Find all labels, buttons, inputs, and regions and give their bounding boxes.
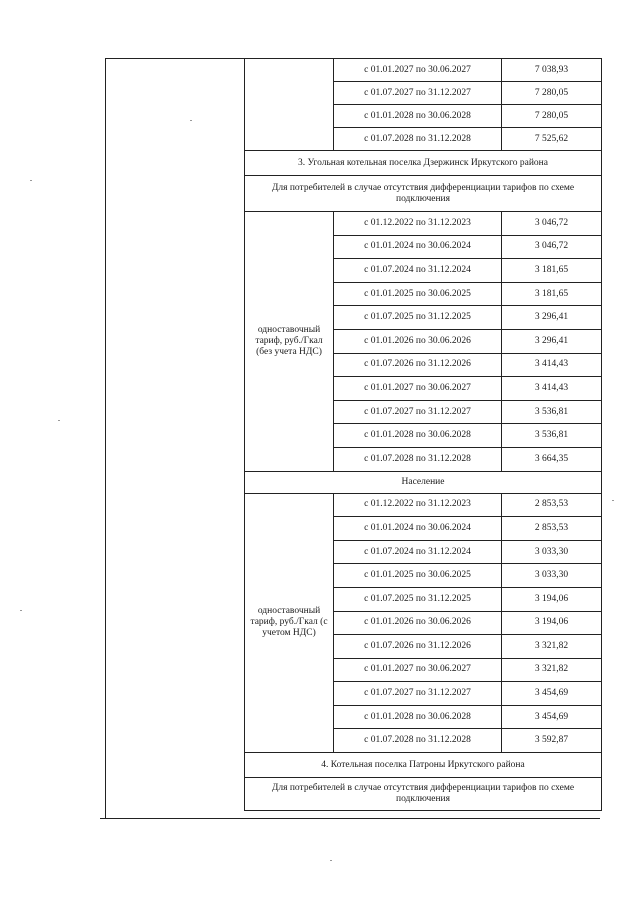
value-cell: 3 181,65 bbox=[502, 259, 602, 283]
period-cell: с 01.07.2027 по 31.12.2027 bbox=[334, 82, 502, 105]
value-cell: 3 321,82 bbox=[502, 635, 602, 659]
period-cell: с 01.07.2028 по 31.12.2028 bbox=[334, 447, 502, 471]
period-cell: с 01.01.2027 по 30.06.2027 bbox=[334, 59, 502, 82]
population-heading: Население bbox=[245, 471, 602, 493]
value-cell: 3 536,81 bbox=[502, 424, 602, 448]
top-left-border bbox=[105, 58, 245, 59]
period-cell: с 01.01.2026 по 30.06.2026 bbox=[334, 611, 502, 635]
value-cell: 3 454,69 bbox=[502, 705, 602, 729]
period-cell: с 01.01.2025 по 30.06.2025 bbox=[334, 282, 502, 306]
value-cell: 3 296,41 bbox=[502, 306, 602, 330]
period-cell: с 01.01.2028 по 30.06.2028 bbox=[334, 424, 502, 448]
scan-speck bbox=[612, 500, 614, 501]
period-cell: с 01.01.2024 по 30.06.2024 bbox=[334, 517, 502, 541]
bottom-border bbox=[100, 818, 600, 819]
period-cell: с 01.01.2028 по 30.06.2028 bbox=[334, 105, 502, 128]
period-cell: с 01.07.2027 по 31.12.2027 bbox=[334, 682, 502, 706]
section4-title: 4. Котельная поселка Патроны Иркутского района bbox=[245, 753, 602, 778]
tariff-group-label: одноставочный тариф, руб./Гкал (без учета НДС) bbox=[245, 212, 334, 472]
period-cell: с 01.07.2026 по 31.12.2026 bbox=[334, 635, 502, 659]
value-cell: 7 280,05 bbox=[502, 105, 602, 128]
value-cell: 3 414,43 bbox=[502, 353, 602, 377]
scan-speck bbox=[58, 420, 60, 421]
period-cell: с 01.01.2028 по 30.06.2028 bbox=[334, 705, 502, 729]
population-heading-row bbox=[245, 471, 602, 493]
value-cell: 2 853,53 bbox=[502, 493, 602, 517]
section4-subtitle: Для потребителей в случае отсутствия дифференциации тарифов по схеме подключения bbox=[245, 778, 602, 811]
value-cell: 3 046,72 bbox=[502, 212, 602, 236]
scan-speck bbox=[190, 120, 192, 121]
value-cell: 3 592,87 bbox=[502, 729, 602, 753]
period-cell: с 01.01.2025 по 30.06.2025 bbox=[334, 564, 502, 588]
section3-title: 3. Угольная котельная поселка Дзержинск Иркутского района bbox=[245, 151, 602, 176]
section-subtitle-row bbox=[245, 778, 602, 811]
section-title-row bbox=[245, 753, 602, 778]
value-cell: 3 181,65 bbox=[502, 282, 602, 306]
value-cell: 7 280,05 bbox=[502, 82, 602, 105]
table-row bbox=[245, 212, 602, 236]
tariff-group-label: одноставочный тариф, руб./Гкал (с учетом НДС) bbox=[245, 493, 334, 753]
value-cell: 3 033,30 bbox=[502, 564, 602, 588]
scan-speck bbox=[20, 610, 22, 611]
scan-speck bbox=[30, 180, 32, 181]
value-cell: 3 414,43 bbox=[502, 377, 602, 401]
period-cell: с 01.01.2024 по 30.06.2024 bbox=[334, 235, 502, 259]
period-cell: с 01.12.2022 по 31.12.2023 bbox=[334, 212, 502, 236]
section3-subtitle: Для потребителей в случае отсутствия дифференциации тарифов по схеме подключения bbox=[245, 176, 602, 212]
value-cell: 3 046,72 bbox=[502, 235, 602, 259]
period-cell: с 01.07.2026 по 31.12.2026 bbox=[334, 353, 502, 377]
section-title-row bbox=[245, 151, 602, 176]
period-cell: с 01.07.2025 по 31.12.2025 bbox=[334, 587, 502, 611]
value-cell: 3 194,06 bbox=[502, 611, 602, 635]
period-cell: с 01.07.2024 по 31.12.2024 bbox=[334, 540, 502, 564]
value-cell: 3 664,35 bbox=[502, 447, 602, 471]
period-cell: с 01.01.2026 по 30.06.2026 bbox=[334, 329, 502, 353]
period-cell: с 01.01.2027 по 30.06.2027 bbox=[334, 377, 502, 401]
section-subtitle-row bbox=[245, 176, 602, 212]
period-cell: с 01.07.2027 по 31.12.2027 bbox=[334, 400, 502, 424]
period-cell: с 01.07.2028 по 31.12.2028 bbox=[334, 128, 502, 151]
value-cell: 2 853,53 bbox=[502, 517, 602, 541]
tariff-table bbox=[244, 58, 602, 811]
period-cell: с 01.07.2024 по 31.12.2024 bbox=[334, 259, 502, 283]
value-cell: 3 321,82 bbox=[502, 658, 602, 682]
value-cell: 3 194,06 bbox=[502, 587, 602, 611]
value-cell: 3 536,81 bbox=[502, 400, 602, 424]
table-row bbox=[245, 493, 602, 517]
period-cell: с 01.12.2022 по 31.12.2023 bbox=[334, 493, 502, 517]
left-column-border bbox=[105, 58, 106, 818]
value-cell: 7 525,62 bbox=[502, 128, 602, 151]
period-cell: с 01.07.2028 по 31.12.2028 bbox=[334, 729, 502, 753]
table-row bbox=[245, 59, 602, 82]
period-cell: с 01.07.2025 по 31.12.2025 bbox=[334, 306, 502, 330]
scan-speck bbox=[330, 860, 332, 861]
period-cell: с 01.01.2027 по 30.06.2027 bbox=[334, 658, 502, 682]
value-cell: 3 033,30 bbox=[502, 540, 602, 564]
value-cell: 3 454,69 bbox=[502, 682, 602, 706]
value-cell: 3 296,41 bbox=[502, 329, 602, 353]
group-label-cell bbox=[245, 59, 334, 151]
value-cell: 7 038,93 bbox=[502, 59, 602, 82]
